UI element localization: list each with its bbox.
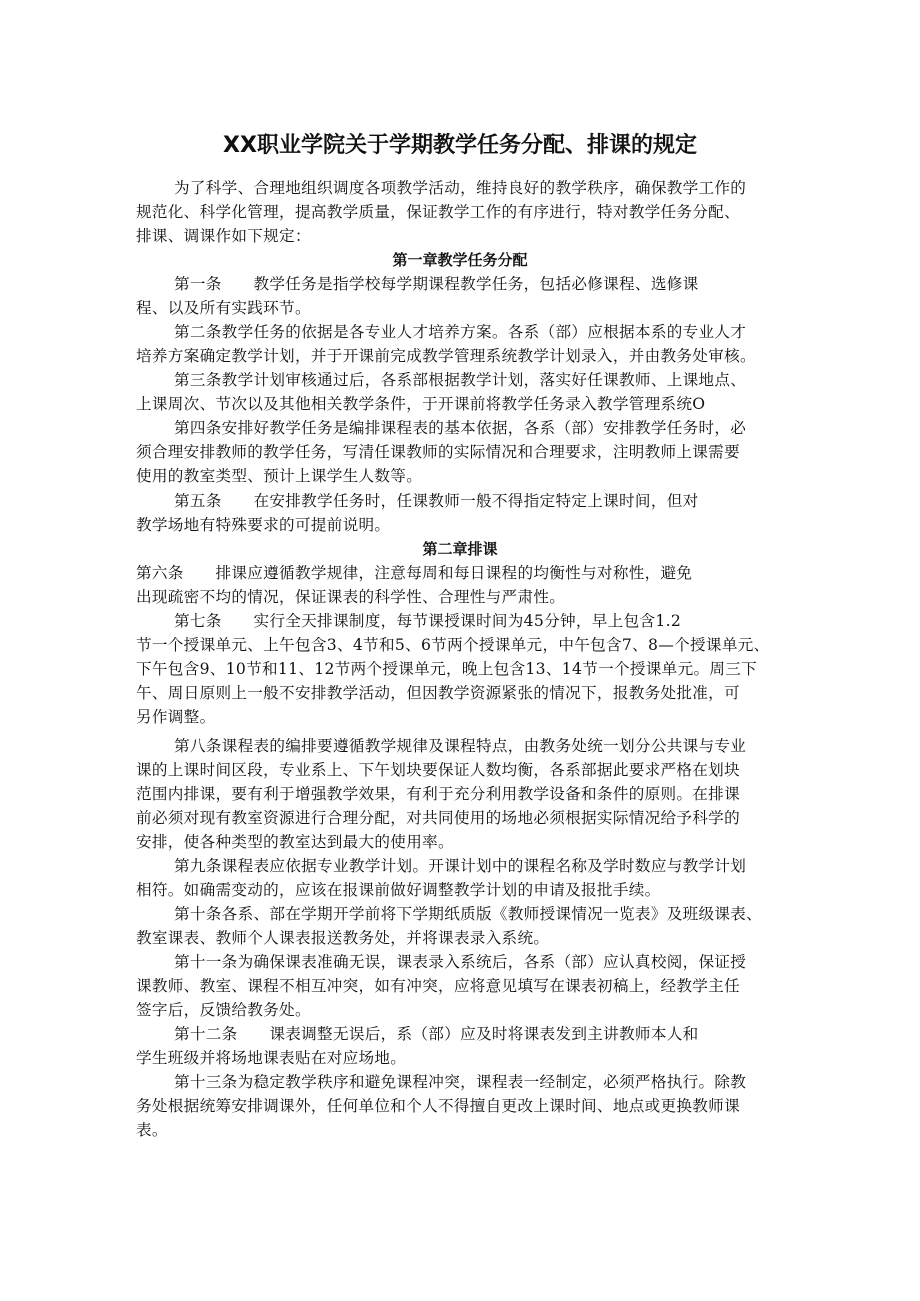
article-10-line-2: 教室课表、教师个人课表报送教务处，并将课表录入系统。 [136,929,550,947]
article-11-line-3: 签字后，反馈给教务处。 [136,1001,311,1019]
article-11-line-1: 第十一条为确保课表准确无误，课表录入系统后，各系（部）应认真校阅，保证授 [174,953,747,971]
article-8-line-1: 第八条课程表的编排要遵循教学规律及课程特点，由教务处统一划分公共课与专业 [174,737,747,755]
article-13-line-1: 第十三条为稳定教学秩序和避免课程冲突，课程表一经制定，必须严格执行。除教 [174,1073,747,1091]
article-7-line-1: 第七条 实行全天排课制度，每节课授课时间为45分钟，早上包含1.2 [174,612,682,630]
chapter-1-heading: 第一章教学任务分配 [392,251,528,269]
article-12-line-1: 第十二条 课表调整无误后，系（部）应及时将课表发到主讲教师本人和 [174,1025,699,1043]
article-4-line-3: 使用的教室类型、预计上课学生人数等。 [136,467,423,485]
article-9-line-1: 第九条课程表应依据专业教学计划。开课计划中的课程名称及学时数应与教学计划 [174,857,747,875]
article-7-line-2: 节一个授课单元、上午包含3、4节和5、6节两个授课单元，中午包含7、8—个授课单元、 [136,636,770,654]
article-6-line-1: 第六条 排课应遵循教学规律，注意每周和每日课程的均衡性与对称性，避免 [136,564,693,582]
article-1-line-2: 程、以及所有实践环节。 [136,299,311,317]
article-8-line-3: 范围内排课，要有利于增强教学效果，有利于充分利用教学设备和条件的原则。在排课 [136,785,740,803]
article-4-line-2: 须合理安排教师的教学任务，写清任课教师的实际情况和合理要求，注明教师上课需要 [136,443,740,461]
article-3-line-1: 第三条教学计划审核通过后，各系部根据教学计划，落实好任课教师、上课地点、 [174,371,747,389]
article-1-line-1: 第一条 教学任务是指学校每学期课程教学任务，包括必修课程、选修课 [174,275,699,293]
article-13-line-3: 表。 [136,1121,168,1139]
intro-line-2: 规范化、科学化管理，提高教学质量，保证教学工作的有序进行，特对教学任务分配、 [136,203,740,221]
article-7-line-5: 另作调整。 [136,708,216,726]
article-8-line-4: 前必须对现有教室资源进行合理分配，对共同使用的场地必须根据实际情况给予科学的 [136,809,740,827]
document-title: XX职业学院关于学期教学任务分配、排课的规定 [223,133,697,158]
article-8-line-5: 安排，使各种类型的教室达到最大的使用率。 [136,833,454,851]
article-8-line-2: 课的上课时间区段，专业系上、下午划块要保证人数均衡，各系部据此要求严格在划块 [136,761,740,779]
intro-line-1: 为了科学、合理地组织调度各项教学活动，维持良好的教学秩序，确保教学工作的 [174,179,747,197]
article-2-line-1: 第二条教学任务的依据是各专业人才培养方案。各系（部）应根据本系的专业人才 [174,323,747,341]
article-3-line-2: 上课周次、节次以及其他相关教学条件，于开课前将教学任务录入教学管理系统O [136,395,706,413]
article-12-line-2: 学生班级并将场地课表贴在对应场地。 [136,1049,407,1067]
article-10-line-1: 第十条各系、部在学期开学前将下学期纸质版《教师授课情况一览表》及班级课表、 [174,905,763,923]
article-7-line-3: 下午包含9、10节和11、12节两个授课单元，晚上包含13、14节一个授课单元。周三下 [136,660,758,678]
article-4-line-1: 第四条安排好教学任务是编排课程表的基本依据，各系（部）安排教学任务时，必 [174,419,747,437]
article-11-line-2: 课教师、教室、课程不相互冲突，如有冲突，应将意见填写在课表初稿上，经教学主任 [136,977,740,995]
article-5-line-2: 教学场地有特殊要求的可提前说明。 [136,516,391,534]
article-5-line-1: 第五条 在安排教学任务时，任课教师一般不得指定特定上课时间，但对 [174,492,699,510]
article-9-line-2: 相符。如确需变动的，应该在报课前做好调整教学计划的申请及报批手续。 [136,881,661,899]
intro-line-3: 排课、调课作如下规定： [136,227,311,245]
article-6-line-2: 出现疏密不均的情况，保证课表的科学性、合理性与严肃性。 [136,588,566,606]
article-2-line-2: 培养方案确定教学计划，并于开课前完成教学管理系统教学计划录入，并由教务处审核。 [136,347,756,365]
chapter-2-heading: 第二章排课 [422,540,498,558]
article-13-line-2: 务处根据统筹安排调课外，任何单位和个人不得擅自更改上课时间、地点或更换教师课 [136,1097,740,1115]
article-7-line-4: 午、周日原则上一般不安排教学活动，但因教学资源紧张的情况下，报教务处批准，可 [136,684,740,702]
